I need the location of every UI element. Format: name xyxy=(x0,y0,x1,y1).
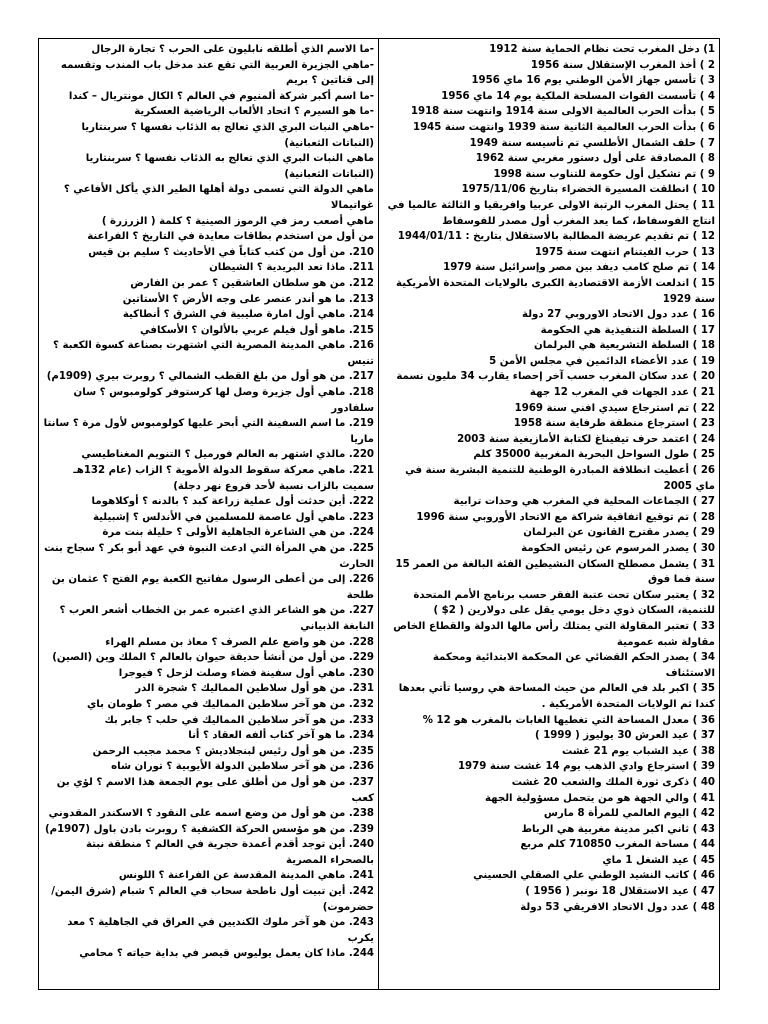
question-item: 229. من أول من أنشأ حديقة حيوان بالعالم ؟ الملك وين (الصين) xyxy=(52,652,374,664)
fact-item: 45 ) عيد الشغل 1 ماي xyxy=(602,854,715,866)
fact-item: 2 ) أخذ المغرب الإستقلال سنة 1956 xyxy=(530,59,715,71)
fact-item: 26 ) أعطيت انطلاقة المبادرة الوطنية للتنمية البشرية سنة في ماي 2005 xyxy=(405,465,715,492)
question-item: 233. من هو آخر سلاطين المماليك في حلب ؟ جابر بك xyxy=(104,714,374,726)
question-item: 228. من هو واضع علم الصرف ؟ معاذ بن مسلم الهراء xyxy=(105,636,374,648)
question-item: 241. ماهي المدينة المقدسة عن الفراعنة ؟ اللونس xyxy=(118,870,374,882)
question-item: 244. ماذا كان يعمل يوليوس قيصر في بداية حياته ؟ محامي xyxy=(79,948,374,960)
fact-item: 8 ) المصادقة على أول دستور مغربي سنة 1962 xyxy=(475,153,715,165)
fact-item: 40 ) ذكرى ثورة الملك والشعب 20 غشت xyxy=(511,776,715,788)
fact-item: 19 ) عدد الأعضاء الدائمين في مجلس الأمن 5 xyxy=(489,355,715,367)
fact-item: 41 ) والي الجهة هو من يتحمل مسؤولية الجهة xyxy=(484,792,715,804)
fact-item: 28 ) تم توقيع اتفاقية شراكة مع الاتحاد الأوروبي سنة 1996 xyxy=(416,511,715,523)
question-item: 236. من هو آخر سلاطين الدولة الأيوبية ؟ توران شاه xyxy=(111,761,374,773)
fact-item: 25 ) طول السواحل البحرية المغربية 35000 كلم xyxy=(473,449,715,461)
question-item: 213. ما هو أندر عنصر على وجه الأرض ؟ الأستاتين xyxy=(122,293,374,305)
fact-item: 24 ) اعتمد حرف تيفيناغ لكتابة الأمازيغية سنة 2003 xyxy=(457,433,715,445)
question-item: 220. مالذي اشتهر به العالم فورميل ؟ التنويم المغناطيسي xyxy=(81,449,374,461)
question-item: 217. من هو أول من بلغ القطب الشمالي ؟ روبرت بيري (1909م) xyxy=(46,371,374,383)
fact-item: 15 ) اندلعت الأزمة الاقتصادية الكبرى بالولايات المتحدة الأمريكية سنة 1929 xyxy=(396,277,715,305)
fact-item: 20 ) عدد سكان المغرب حسب آخر إحصاء يقارب 34 مليون نسمة xyxy=(396,371,715,383)
question-item: -ماهي النبات البري الذي تعالج به الذئاب نفسها ؟ سربنتاريا (النباتات الثعبانية) xyxy=(81,121,374,149)
fact-item: 17 ) السلطة التنفيذية هي الحكومة xyxy=(540,324,715,336)
fact-item: 43 ) ثاني اكبر مدينة مغربية هي الرباط xyxy=(521,823,715,835)
question-item: 214. ماهي أول امارة صليبية في الشرق ؟ أنطاكية xyxy=(122,309,374,321)
question-item: 230. ماهي أول سفينة فضاء وصلت لزحل ؟ فيوجرا xyxy=(118,667,374,679)
question-item: 235. من هو أول رئيس لبنجلاديش ؟ محمد مجيب الرحمن xyxy=(92,745,374,757)
fact-item: 44 ) مساحة المغرب 710850 كلم مربع xyxy=(520,839,715,851)
fact-item: 13 ) حرب الفيتنام انتهت سنة 1975 xyxy=(534,246,715,258)
fact-item: 16 ) عدد دول الاتحاد الاوروبي 27 دولة xyxy=(522,309,715,321)
question-item: 210. من أول من كتب كتاباً في الأحاديث ؟ سليم بن قيس xyxy=(88,246,374,258)
question-item: -ما اسم أكبر شركة ألمنيوم في العالم ؟ الكال مونتريال – كندا xyxy=(68,90,374,102)
fact-item: 38 ) عيد الشباب يوم 21 غشت xyxy=(561,745,715,757)
fact-item: 14 ) تم صلح كامب ديفد بين مصر وإسرائيل سنة 1979 xyxy=(443,262,715,274)
fact-item: 5 ) بدأت الحرب العالمية الاولى سنة 1914 وانتهت سنة 1918 xyxy=(410,106,715,118)
left-column xyxy=(39,39,379,989)
question-item: 231. من هو أول سلاطين المماليك ؟ شجرة الدر xyxy=(135,683,374,695)
question-item: ماهي النبات البري الذي تعالج به الذئاب نفسها ؟ سربنتاريا (النباتات الثعبانية) xyxy=(85,153,374,180)
fact-item: 42 ) اليوم العالمي للمرأة 8 مارس xyxy=(543,808,715,820)
fact-item: 37 ) عيد العرش 30 يوليوز ( 1999 ) xyxy=(535,730,715,742)
question-item: 234. ما هو آخر كتاب ألفه العقاد ؟ أنا xyxy=(188,730,374,742)
fact-item: 46 ) كاتب النشيد الوطني علي الصقلي الحسيني xyxy=(473,870,715,882)
question-item: 222. أين حدثت أول عملية زراعة كبد ؟ بالدنه ؟ أوكلاهوما xyxy=(91,496,374,508)
fact-item: 11 ) يحتل المغرب الرتبة الاولى عربيا وافريقيا و الثالثة عالميا في انتاج الفوسفاط، كما يعد المغرب أول مصدر للفوسفاط xyxy=(387,199,715,227)
question-item: 238. من هو أول من وضع اسمه على النقود ؟ الاسكندر المقدوني xyxy=(48,808,374,820)
fact-item: 18 ) السلطة التشريعية هي البرلمان xyxy=(534,340,715,352)
fact-item: 21 ) عدد الجهات في المغرب 12 جهة xyxy=(529,387,715,399)
fact-item: 23 ) استرجاع منطقة طرفاية سنة 1958 xyxy=(513,418,715,430)
question-item: 232. من هو آخر سلاطين المماليك في مصر ؟ طومان باي xyxy=(86,698,374,710)
right-column xyxy=(379,39,719,989)
question-item: 237. من هو أول من أطلق على يوم الجمعة هذا الاسم ؟ لؤي بن كعب xyxy=(56,776,374,804)
fact-item: 1) دخل المغرب تحت نظام الحماية سنة 1912 xyxy=(489,44,715,55)
fact-item: 12 ) تم تقديم عريضة المطالبة بالاستقلال بتاريخ : 1944/01/11 xyxy=(397,231,715,243)
fact-item: 6 ) بدأت الحرب العالمية الثانية سنة 1939 وانتهت سنة 1945 xyxy=(413,121,715,133)
fact-item: 34 ) يصدر الحكم القضائي عن المحكمة الابتدائية ومحكمة الاستئناف xyxy=(432,652,715,679)
fact-item: 27 ) الجماعات المحلية في المغرب هي وحدات ترابية xyxy=(453,496,715,508)
fact-item: 29 ) يصدر مقترح القانون عن البرلمان xyxy=(523,527,715,539)
question-item: 215. ماهو أول فيلم عربي بالألوان ؟ الأسكافي xyxy=(140,324,374,336)
fact-item: 3 ) تأسس جهاز الأمن الوطني يوم 16 ماي 1956 xyxy=(471,75,715,87)
fact-item: 9 ) تم تشكيل أول حكومة للتناوب سنة 1998 xyxy=(493,168,715,180)
fact-item: 7 ) حلف الشمال الأطلسي تم تأسيسه سنة 1949 xyxy=(469,137,715,149)
question-item: 226. إلى من أعطى الرسول مفاتيح الكعبة يوم الفتح ؟ عثمان بن طلحة xyxy=(51,574,374,601)
question-item: 223. ماهي أول عاصمة للمسلمين في الأندلس ؟ إشبيلية xyxy=(92,511,374,523)
question-item: 216. ماهي المدينة المصرية التي اشتهرت بصناعة كسوة الكعبة ؟ تنيس xyxy=(53,340,374,367)
question-item: 240. أين توجد أقدم أعمدة حجرية في العالم ؟ منطقة نبتة بالصحراء المصرية xyxy=(85,839,374,866)
fact-item: 48 ) عدد دول الاتحاد الافريقي 53 دولة xyxy=(520,901,715,913)
question-item: 211. ماذا تعد البريدية ؟ الشيطان xyxy=(209,262,374,274)
question-item: 225. من هي المرأة التي ادعت النبوة في عهد أبو بكر ؟ سجاح بنت الحارث xyxy=(44,543,374,570)
question-item: 212. من هو سلطان العاشقين ؟ عمر بن الفارض xyxy=(130,277,374,289)
fact-item: 35 ) اكبر بلد في العالم من حيث المساحة هي روسيا تأتي بعدها كندا ثم الولايات المتحدة الأمريكية . xyxy=(398,683,715,710)
fact-item: 10 ) انطلقت المسيرة الخضراء بتاريخ 1975/11/06 xyxy=(461,184,715,196)
fact-item: 47 ) عيد الاستقلال 18 نونبر ( 1956 ) xyxy=(525,886,715,898)
question-item: 242. أين تبيت أول ناطحة سحاب في العالم ؟ شبام (شرق اليمن/حضرموت) xyxy=(51,886,374,913)
question-item: ماهي أصعب رمز في الرموز الصينية ؟ كلمة ( الزرزرة ) xyxy=(101,215,374,227)
document-table xyxy=(38,38,720,990)
fact-item: 32 ) يعتبر سكان تحت عتبة الفقر حسب برنامج الأمم المتحدة للتنمية، السكان ذوي دخل يومي يقل على دولارين ( 2$ ) xyxy=(413,589,715,617)
fact-item: 30 ) يصدر المرسوم عن رئيس الحكومة xyxy=(521,543,715,554)
question-item: 218. ماهي أول جزيرة وصل لها كرستوفر كولومبوس ؟ سان سلفادور xyxy=(73,387,374,414)
fact-item: 4 ) تأسست القوات المسلحة الملكية يوم 14 ماي 1956 xyxy=(441,90,715,102)
question-item: من أول من استخدم بطاقات معايدة في التاريخ ؟ الفراعنة xyxy=(87,231,374,243)
question-item: -ما هو السيرم ؟ اتحاد الألعاب الرياضية العسكرية xyxy=(134,106,374,118)
fact-item: 31 ) يشمل مصطلح السكان النشيطين الفئة البالغة من العمر 15 سنة فما فوق xyxy=(395,558,715,586)
question-item: -ماهي الجزيرة العربية التي تقع عند مدخل باب المندب وتقسمه إلى قناتين ؟ بريم xyxy=(60,59,374,87)
question-item: 243. من هو آخر ملوك الكنديين في العراق في الجاهلية ؟ معد يكرب xyxy=(67,917,374,944)
question-item: 219. ما اسم السفينة التي أبحر عليها كولومبوس لأول مرة ؟ سانتا ماريا xyxy=(43,418,374,445)
question-item: 239. من هو مؤسس الحركة الكشفية ؟ روبرت بادن باول (1907م) xyxy=(44,823,374,835)
fact-item: 36 ) معدل المساحة التي تغطيها الغابات بالمغرب هو 12 % xyxy=(422,714,715,726)
fact-item: 22 ) تم استرجاع سيدي افني سنة 1969 xyxy=(514,402,715,414)
fact-item: 39 ) استرجاع وادي الذهب يوم 14 غشت سنة 1979 xyxy=(457,761,715,773)
question-item: ماهي الدولة التي تسمى دولة أهلها الطير الذي يأكل الأفاعي ؟ غواتيمالا xyxy=(63,184,374,211)
question-item: -ما الاسم الذي أطلقه نابليون على الحرب ؟ تجارة الرجال xyxy=(91,44,374,55)
fact-item: 33 ) تعتبر المقاولة التي يمتلك رأس مالها الدولة والقطاع الخاص مقاولة شبه عمومية xyxy=(393,620,715,648)
question-item: 221. ماهي معركة سقوط الدولة الأموية ؟ الزاب (عام 132هـ سميت بالزاب نسبة لأحد فروع نهر دجلة) xyxy=(73,465,374,492)
question-item: 227. من هو الشاعر الذي اعتبره عمر بن الخطاب أشعر العرب ؟ النابغة الذبياني xyxy=(59,605,374,632)
question-item: 224. من هي الشاعرة الجاهلية الأولى ؟ حليلة بنت مرة xyxy=(102,527,374,539)
